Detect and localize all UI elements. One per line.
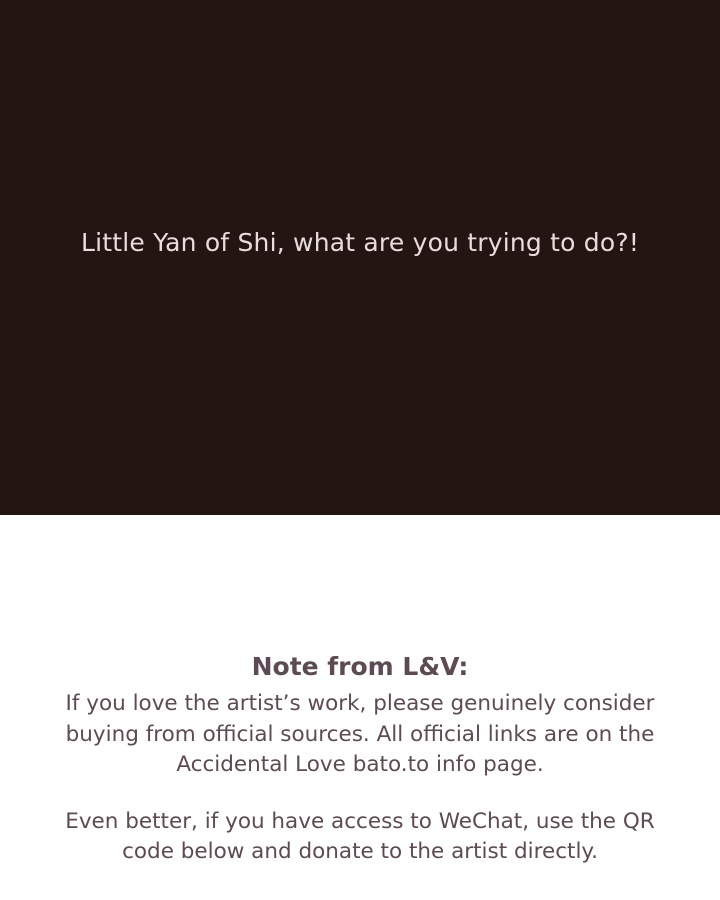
dialogue-text: Little Yan of Shi, what are you trying to do?! (80, 228, 640, 257)
note-title: Note from L&V: (251, 652, 469, 681)
translator-note-panel (0, 515, 720, 900)
note-paragraph-official-sources: If you love the artist’s work, please genuinely consider buying from official sources. All official links are on the Accidental Love bato.to info page. (65, 691, 655, 778)
note-paragraph-wechat-donation: Even better, if you have access to WeChat, use the QR code below and donate to the artist directly. (65, 808, 655, 865)
